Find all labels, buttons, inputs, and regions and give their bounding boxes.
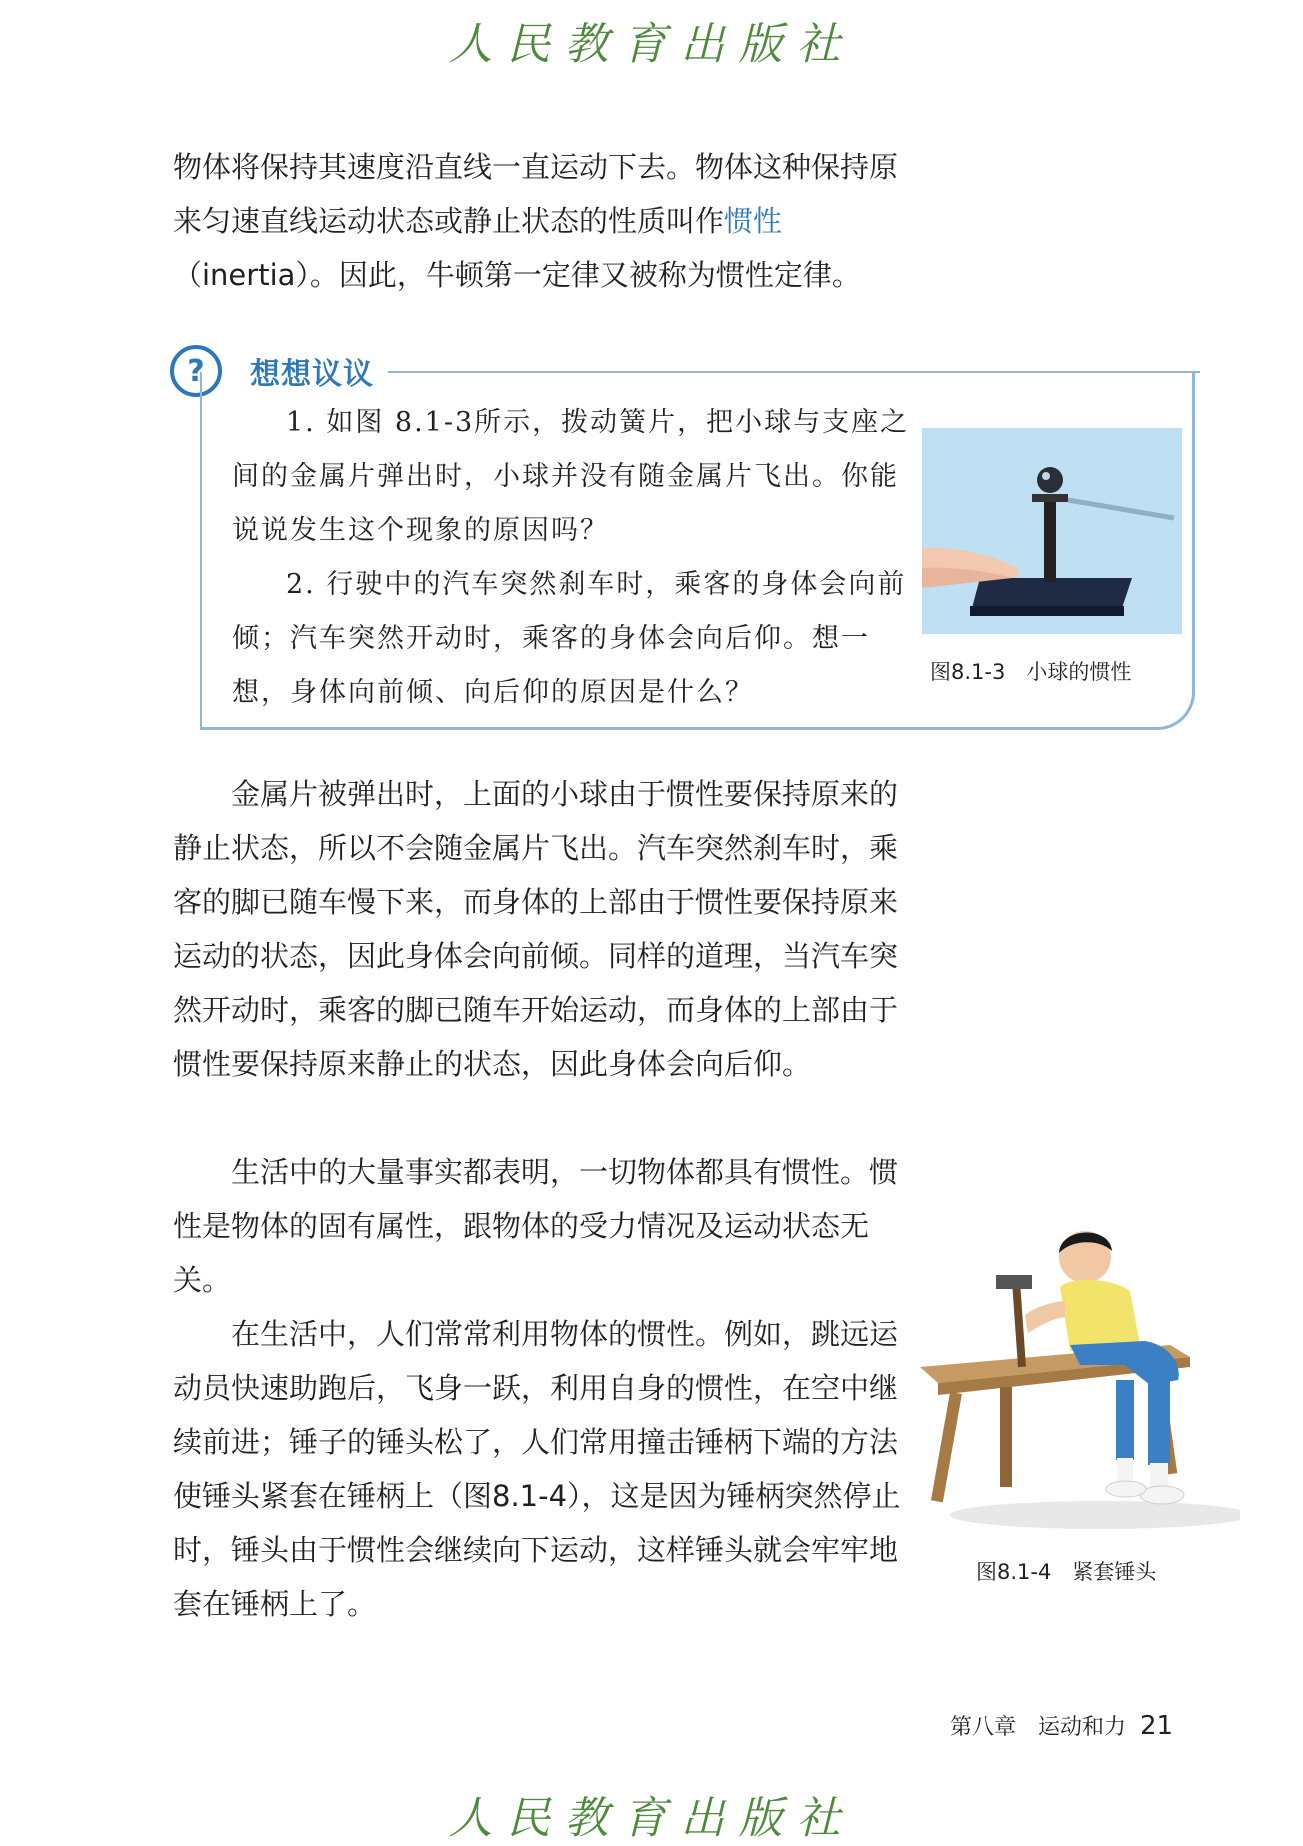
page-footer <box>950 1710 1173 1741</box>
intro-text-before: 物体将保持其速度沿直线一直运动下去。物体这种保持原来匀速直线运动状态或静止状态的性质叫作 <box>173 150 899 238</box>
figure-hammer-bench <box>920 1215 1240 1533</box>
figure-caption-8-1-3: 图8.1-3 小球的惯性 <box>930 660 1132 684</box>
intro-text-after: （inertia）。因此，牛顿第一定律又被称为惯性定律。 <box>173 258 861 292</box>
discussion-question-2: 2. 行驶中的汽车突然刹车时，乘客的身体会向前倾；汽车突然开动时，乘客的身体会向后仰。想一想，身体向前倾、向后仰的原因是什么？ <box>232 569 907 708</box>
publisher-watermark-bottom: 人民教育出版社 <box>448 1793 855 1844</box>
discussion-question-1: 1. 如图 8.1-3所示，拨动簧片，把小球与支座之间的金属片弹出时，小球并没有随金属片飞出。你能说说发生这个现象的原因吗？ <box>232 407 910 546</box>
boy-hammer-illustration <box>920 1215 1240 1533</box>
chapter-title: 第八章 运动和力 <box>950 1715 1127 1740</box>
publisher-watermark-top: 人民教育出版社 <box>448 19 855 70</box>
thinking-face-icon: ? <box>170 345 222 397</box>
discussion-title: 想想议议 <box>250 357 374 392</box>
figure-ball-inertia <box>922 428 1182 634</box>
intro-paragraph <box>173 140 901 302</box>
figure-caption-8-1-4: 图8.1-4 紧套锤头 <box>976 1560 1157 1584</box>
page-number: 21 <box>1140 1711 1174 1741</box>
term-inertia: 惯性 <box>724 204 783 238</box>
paragraph-2: 生活中的大量事实都表明，一切物体都具有惯性。惯性是物体的固有属性，跟物体的受力情况及运动状态无关。 <box>173 1155 899 1297</box>
discussion-questions <box>232 396 912 720</box>
paragraph-3: 在生活中，人们常常利用物体的惯性。例如，跳远运动员快速助跑后，飞身一跃，利用自身的惯性，在空中继续前进；锤子的锤头松了，人们常用撞击锤柄下端的方法使锤头紧套在锤柄上（图8.1-4），这是因为锤柄突然停止时，锤头由于惯性会继续向下运动，这样锤头就会牢牢地套在锤柄上了。 <box>173 1317 901 1621</box>
paragraph-1: 金属片被弹出时，上面的小球由于惯性要保持原来的静止状态，所以不会随金属片飞出。汽车突然刹车时，乘客的脚已随车慢下来，而身体的上部由于惯性要保持原来运动的状态，因此身体会向前倾。同样的道理，当汽车突然开动时，乘客的脚已随车开始运动，而身体的上部由于惯性要保持原来静止的状态，因此身体会向后仰。 <box>173 777 899 1081</box>
ball-apparatus-illustration <box>922 428 1182 634</box>
